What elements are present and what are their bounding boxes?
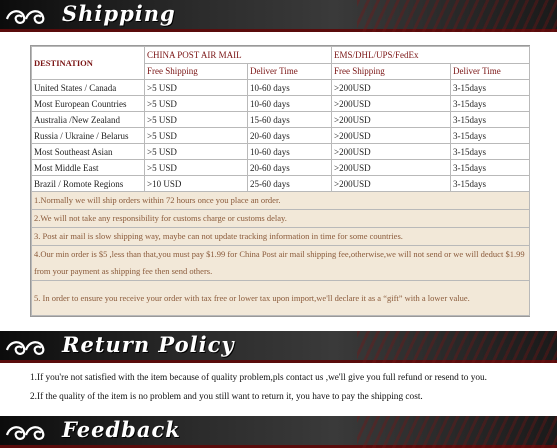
shipping-note: 1.Normally we will ship orders within 72 hours once you place an order. (32, 192, 530, 210)
feedback-title: Feedback (62, 417, 181, 442)
table-row (32, 176, 530, 192)
note-row (32, 246, 530, 281)
post-time-cell: 25-60 days (248, 176, 332, 192)
table-row (32, 112, 530, 128)
express-header: EMS/DHL/UPS/FedEx (332, 47, 530, 64)
table-header-row (32, 47, 530, 64)
ems-time-cell: 3-15days (451, 96, 530, 112)
shipping-note: 4.Our min order is $5 ,less than that,you must pay $1.99 for China Post air mail shipping fee,otherwise,we will not send or we will deduct $1.99 from your payment as shipping fee then send others. (32, 246, 530, 281)
note-row (32, 192, 530, 210)
ems-deliver-time-header: Deliver Time (451, 63, 530, 80)
return-policy-title: Return Policy (62, 332, 235, 357)
swirl-ornament-icon (4, 421, 50, 443)
shipping-note: 3. Post air mail is slow shipping way, maybe can not update tracking information in time for some countries. (32, 228, 530, 246)
ems-free-cell: >200USD (332, 80, 451, 96)
ems-time-cell: 3-15days (451, 160, 530, 176)
ems-time-cell: 3-15days (451, 112, 530, 128)
note-row (32, 228, 530, 246)
feedback-banner (0, 416, 557, 448)
shipping-table (31, 46, 530, 316)
shipping-title: Shipping (62, 1, 176, 26)
destination-cell: United States / Canada (32, 80, 145, 96)
post-free-cell: >5 USD (145, 160, 248, 176)
shipping-note: 2.We will not take any responsibility for customs charge or customs delay. (32, 210, 530, 228)
return-policy-item: 2.If the quality of the item is no problem and you still want to return it, you have to pay the shipping cost. (30, 392, 423, 402)
post-free-cell: >5 USD (145, 96, 248, 112)
shipping-note: 5. In order to ensure you receive your order with tax free or lower tax upon import,we'll declare it as a “gift” with a lower value. (32, 281, 530, 316)
ems-free-cell: >200USD (332, 112, 451, 128)
ems-free-cell: >200USD (332, 144, 451, 160)
banner-underline (0, 360, 557, 363)
ems-free-cell: >200USD (332, 96, 451, 112)
destination-header: DESTINATION (32, 47, 145, 80)
return-policy-item: 1.If you're not satisfied with the item because of quality problem,pls contact us ,we'll give you full refund or resend to you. (30, 373, 487, 383)
ems-free-cell: >200USD (332, 128, 451, 144)
post-free-cell: >5 USD (145, 80, 248, 96)
post-time-cell: 10-60 days (248, 80, 332, 96)
table-row (32, 96, 530, 112)
post-free-cell: >5 USD (145, 112, 248, 128)
post-time-cell: 15-60 days (248, 112, 332, 128)
table-row (32, 80, 530, 96)
table-row (32, 128, 530, 144)
ems-free-cell: >200USD (332, 160, 451, 176)
post-free-shipping-header: Free Shipping (145, 63, 248, 80)
destination-cell: Most Southeast Asian (32, 144, 145, 160)
post-time-cell: 20-60 days (248, 128, 332, 144)
shipping-table-container (30, 45, 530, 317)
table-row (32, 160, 530, 176)
post-free-cell: >10 USD (145, 176, 248, 192)
swirl-ornament-icon (4, 336, 50, 358)
post-deliver-time-header: Deliver Time (248, 63, 332, 80)
ems-time-cell: 3-15days (451, 80, 530, 96)
ems-time-cell: 3-15days (451, 128, 530, 144)
post-time-cell: 10-60 days (248, 96, 332, 112)
note-row (32, 281, 530, 316)
post-free-cell: >5 USD (145, 144, 248, 160)
swirl-ornament-icon (4, 5, 50, 27)
note-row (32, 210, 530, 228)
return-policy-banner (0, 331, 557, 363)
banner-underline (0, 29, 557, 32)
post-time-cell: 20-60 days (248, 160, 332, 176)
destination-cell: Most Middle East (32, 160, 145, 176)
ems-time-cell: 3-15days (451, 176, 530, 192)
ems-free-shipping-header: Free Shipping (332, 63, 451, 80)
post-time-cell: 10-60 days (248, 144, 332, 160)
ems-time-cell: 3-15days (451, 144, 530, 160)
destination-cell: Most European Countries (32, 96, 145, 112)
destination-cell: Russia / Ukraine / Belarus (32, 128, 145, 144)
destination-cell: Australia /New Zealand (32, 112, 145, 128)
table-row (32, 144, 530, 160)
shipping-banner (0, 0, 557, 32)
china-post-header: CHINA POST AIR MAIL (145, 47, 332, 64)
ems-free-cell: >200USD (332, 176, 451, 192)
post-free-cell: >5 USD (145, 128, 248, 144)
destination-cell: Brazil / Romote Regions (32, 176, 145, 192)
